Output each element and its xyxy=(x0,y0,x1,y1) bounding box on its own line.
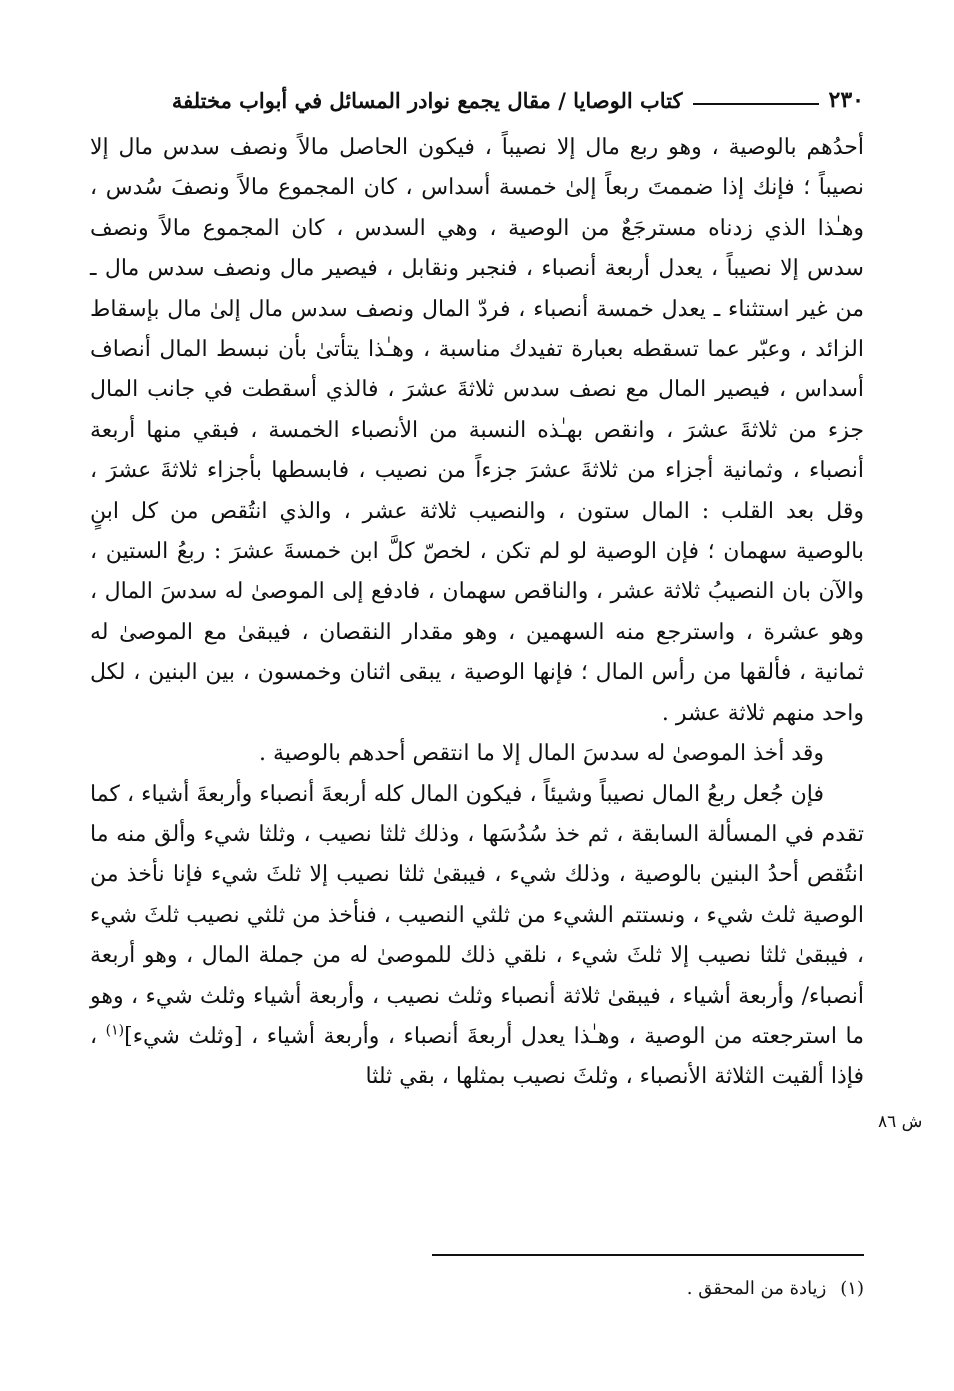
footnote-marker[interactable]: (١) xyxy=(105,1022,125,1039)
paragraph-3 xyxy=(90,775,864,1098)
header-rule xyxy=(693,103,819,105)
paragraph-1: أحدُهم بالوصية ، وهو ربع مال إلا نصيباً ، فيكون الحاصل مالاً ونصف سدس مال إلا نصيباً ؛ فإنك إذا ضممتَ ربعاً إلىٰ خمسة أسداس ، كان المجموع مالاً ونصفَ سُدس ، وهـٰذا الذي زدناه مسترجَعٌ من الوصية ، وهي السدس ، كان المجموع مالاً ونصف سدس إلا نصيباً ، يعدل أربعة أنصباء ، فنجبر ونقابل ، فيصير مال ونصف سدس مال ـ من غير استثناء ـ يعدل خمسة أنصباء ، فردّ المال ونصف سدس مال إلىٰ مال بإسقاط الزائد ، وعبّر عما تسقطه بعبارة تفيدك مناسبة ، وهـٰذا يتأتىٰ بأن نبسط المال أنصاف أسداس ، فيصير المال مع نصف سدس ثلاثةَ عشرَ ، فالذي أسقطت في جانب المال جزء من ثلاثةَ عشرَ ، وانقص بهـٰذه النسبة من الأنصباء الخمسة ، فبقي منها أربعة أنصباء ، وثمانية أجزاء من ثلاثةَ عشرَ جزءاً من نصيب ، فابسطها بأجزاء ثلاثةَ عشرَ ، وقل بعد القلب : المال ستون ، والنصيب ثلاثة عشر ، والذي انتُقص من كل ابنٍ بالوصية سهمان ؛ فإن الوصية لو لم تكن ، لخصّ كلَّ ابن خمسةَ عشرَ : ربعُ الستين ، والآن بان النصيبُ ثلاثة عشر ، والناقص سهمان ، فادفع إلى الموصىٰ له سدسَ المال ، وهو عشرة ، واسترجع منه السهمين ، وهو مقدار النقصان ، فيبقىٰ مع الموصىٰ له ثمانية ، فألقها من رأس المال ؛ فإنها الوصية ، يبقى اثنان وخمسون ، بين البنين ، لكل واحد منهم ثلاثة عشر . xyxy=(90,135,865,726)
footnote-separator xyxy=(432,1254,864,1256)
running-header xyxy=(90,82,864,118)
footnote-number: (١) xyxy=(840,1278,864,1299)
paragraph-3-text-a: فإن جُعل ربعُ المال نصيباً وشيئاً ، فيكون المال كله أربعةَ أنصباء وأربعةَ أشياء ، كما تقدم في المسألة السابقة ، ثم خذ سُدُسَها ، وذلك ثلثا نصيب ، وثلثا شيء وألق منه ما انتُقص أحدُ البنين بالوصية ، وذلك شيء ، فيبقىٰ ثلثا نصيب إلا ثلثَ شيء فإنا نأخذ من الوصية ثلث شيء ، ونستتم الشيء من ثلثي النصيب ، فنأخذ من ثلثي نصيب ثلثَ شيء ، فيبقىٰ ثلثا نصيب إلا ثلثَ شيء ، نلقي ذلك للموصىٰ له من جملة المال ، وهو أربعة أنصباء/ وأربعة أشياء ، فيبقىٰ ثلاثة أنصباء وثلث نصيب ، وأربعة أشياء وثلث شيء ، وهو ما استرجعته من الوصية ، وهـٰذا يعدل أربعةَ أنصباء ، وأربعة أشياء ، [وثلث شيء] xyxy=(90,781,864,1049)
header-title: كتاب الوصايا / مقال يجمع نوادر المسائل في أبواب مختلفة xyxy=(171,87,683,113)
paragraph-3-text-b: ، فإذا ألقيت الثلاثة الأنصباء ، وثلثَ نصيب بمثلها ، بقي ثلثا xyxy=(90,1023,864,1090)
footnote xyxy=(500,1278,864,1299)
paragraph-2: وقد أخذ الموصىٰ له سدسَ المال إلا ما انتقص أحدهم بالوصية . xyxy=(259,741,824,767)
main-text xyxy=(90,128,864,1098)
page-number: ٢٣٠ xyxy=(828,87,864,113)
margin-manuscript-reference: ش ٨٦ xyxy=(878,1112,923,1132)
footnote-text: زيادة من المحقق . xyxy=(686,1278,827,1299)
